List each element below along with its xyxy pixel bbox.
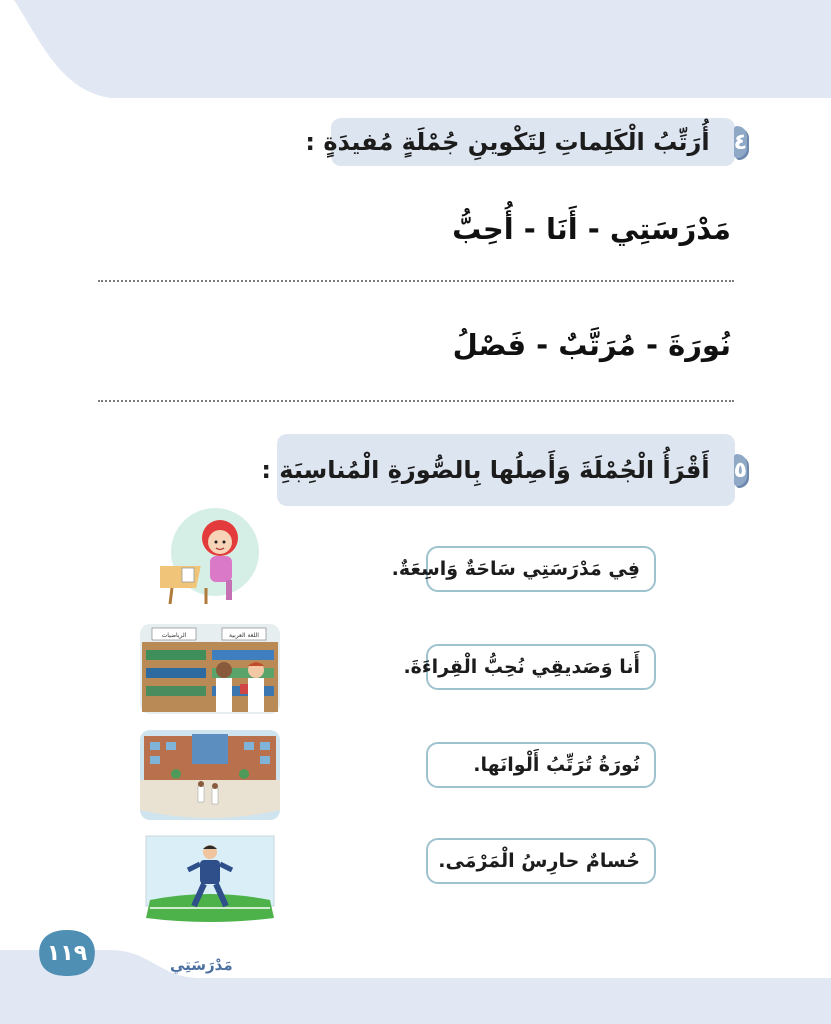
library-sign-arabic: اللغة العربية [229,632,259,639]
sentence-box-3[interactable]: نُورَةُ تُرَتِّبُ أَلْوانَها. [426,742,656,788]
words-line-1: مَدْرَسَتِي - أَنَا - أُحِبُّ [452,212,731,246]
sentence-box-4[interactable]: حُسامٌ حارِسُ الْمَرْمَى. [426,838,656,884]
sentence-box-2[interactable]: أَنا وَصَديقِي نُحِبُّ الْقِراءَةَ. [426,644,656,690]
bottom-band [0,978,831,1024]
section-5-number: ٥ [734,454,747,486]
page-number: ١١٩ [46,940,88,966]
section-5-header [261,434,747,506]
answer-line-1[interactable] [98,280,734,282]
top-corner-shape [0,0,831,98]
library-boys-illustration[interactable] [140,624,280,714]
section-4-header [305,118,747,166]
school-courtyard-illustration[interactable] [140,730,280,820]
answer-line-2[interactable] [98,400,734,402]
section-4-title: أُرَتِّبُ الْكَلِماتِ لِتَكْوينِ جُمْلَةٍ مُفيدَةٍ : [305,128,710,156]
book-title: مَدْرَسَتِي [170,956,233,974]
page-number-badge [36,928,98,978]
library-sign-math: الرياضيات [161,632,187,639]
goalkeeper-illustration[interactable] [140,830,280,922]
section-4-number: ٤ [734,126,747,158]
sentence-box-1[interactable]: فِي مَدْرَسَتِي سَاحَةٌ وَاسِعَةٌ. [426,546,656,592]
girl-coloring-illustration[interactable] [160,504,260,608]
words-line-2: نُورَةَ - مُرَتَّبٌ - فَصْلُ [452,328,731,362]
section-5-title: أَقْرَأُ الْجُمْلَةَ وَأَصِلُها بِالصُّورَةِ الْمُناسِبَةِ : [261,456,710,484]
